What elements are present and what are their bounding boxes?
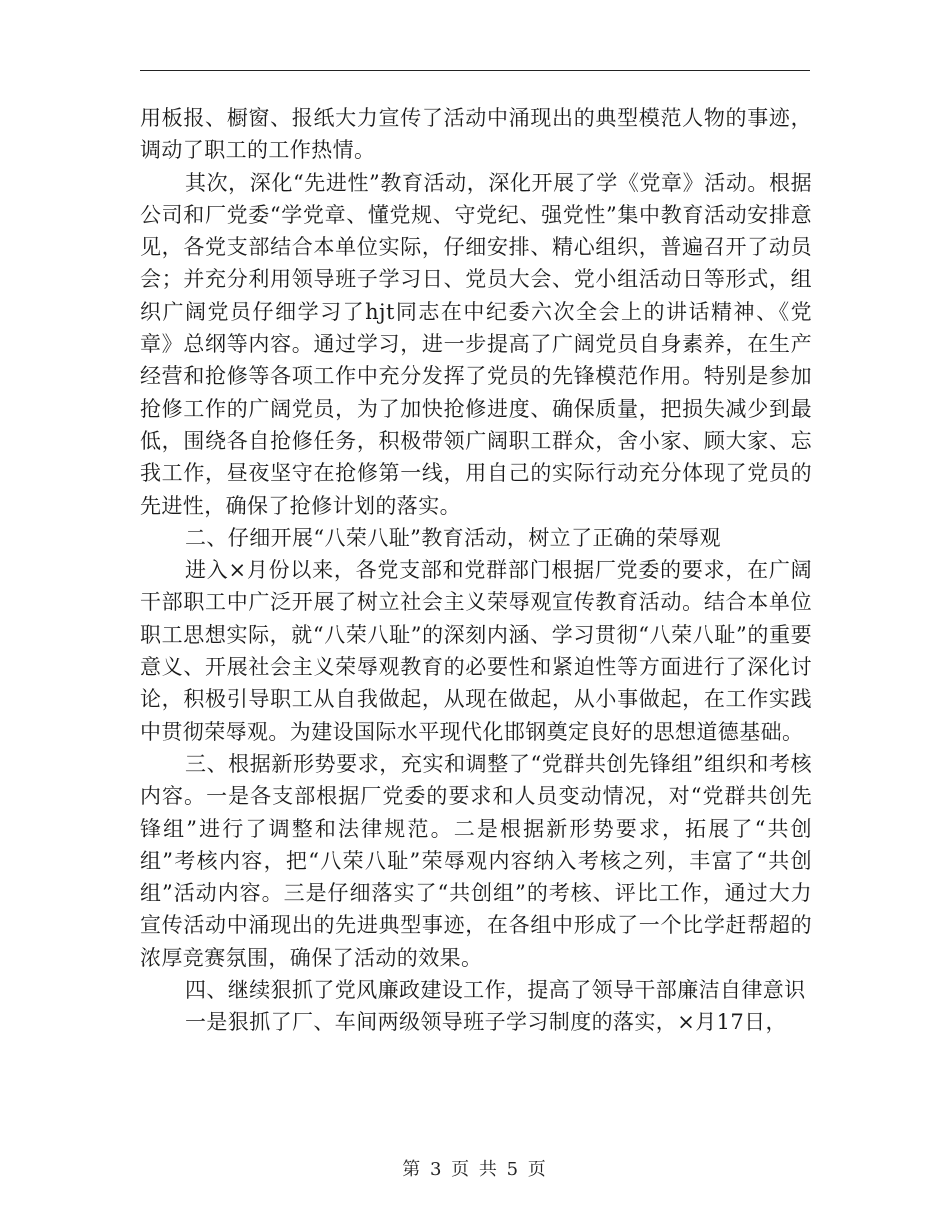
paragraph-1: 用板报、橱窗、报纸大力宣传了活动中涌现出的典型模范人物的事迹，调动了职工的工作热情。 <box>140 106 812 163</box>
paragraph-4: 一是狠抓了厂、车间两级领导班子学习制度的落实，×月17日， <box>185 1010 787 1035</box>
body-text <box>140 102 812 1039</box>
header-rule <box>140 70 810 71</box>
page-number-footer: 第 3 页 共 5 页 <box>402 1159 548 1180</box>
section-heading-4: 四、继续狠抓了党风廉政建设工作，提高了领导干部廉洁自律意识 <box>185 978 806 1003</box>
section-paragraph-3: 三、根据新形势要求，充实和调整了“党群共创先锋组”组织和考核内容。一是各支部根据厂党委的要求和人员变动情况，对“党群共创先锋组”进行了调整和法律规范。二是根据新形势要求，拓展了“共创组”考核内容，把“八荣八耻”荣辱观内容纳入考核之列，丰富了“共创组”活动内容。三是仔细落实了“共创组”的考核、评比工作，通过大力宣传活动中涌现出的先进典型事迹，在各组中形成了一个比学赶帮超的浓厚竞赛氛围，确保了活动的效果。 <box>140 751 812 970</box>
paragraph-3: 进入×月份以来，各党支部和党群部门根据厂党委的要求，在广阔干部职工中广泛开展了树立社会主义荣辱观宣传教育活动。结合本单位职工思想实际，就“八荣八耻”的深刻内涵、学习贯彻“八荣八耻”的重要意义、开展社会主义荣辱观教育的必要性和紧迫性等方面进行了深化讨论，积极引导职工从自我做起，从现在做起，从小事做起，在工作实践中贯彻荣辱观。为建设国际水平现代化邯钢奠定良好的思想道德基础。 <box>140 558 812 744</box>
section-heading-2: 二、仔细开展“八荣八耻”教育活动，树立了正确的荣辱观 <box>185 525 721 550</box>
paragraph-2: 其次，深化“先进性”教育活动，深化开展了学《党章》活动。根据公司和厂党委“学党章、懂党规、守党纪、强党性”集中教育活动安排意见，各党支部结合本单位实际，仔细安排、精心组织，普遍召开了动员会；并充分利用领导班子学习日、党员大会、党小组活动日等形式，组织广阔党员仔细学习了hjt同志在中纪委六次全会上的讲话精神、《党章》总纲等内容。通过学习，进一步提高了广阔党员自身素养，在生产经营和抢修等各项工作中充分发挥了党员的先锋模范作用。特别是参加抢修工作的广阔党员，为了加快抢修进度、确保质量，把损失减少到最低，围绕各自抢修任务，积极带领广阔职工群众，舍小家、顾大家、忘我工作，昼夜坚守在抢修第一线，用自己的实际行动充分体现了党员的先进性，确保了抢修计划的落实。 <box>140 170 812 518</box>
